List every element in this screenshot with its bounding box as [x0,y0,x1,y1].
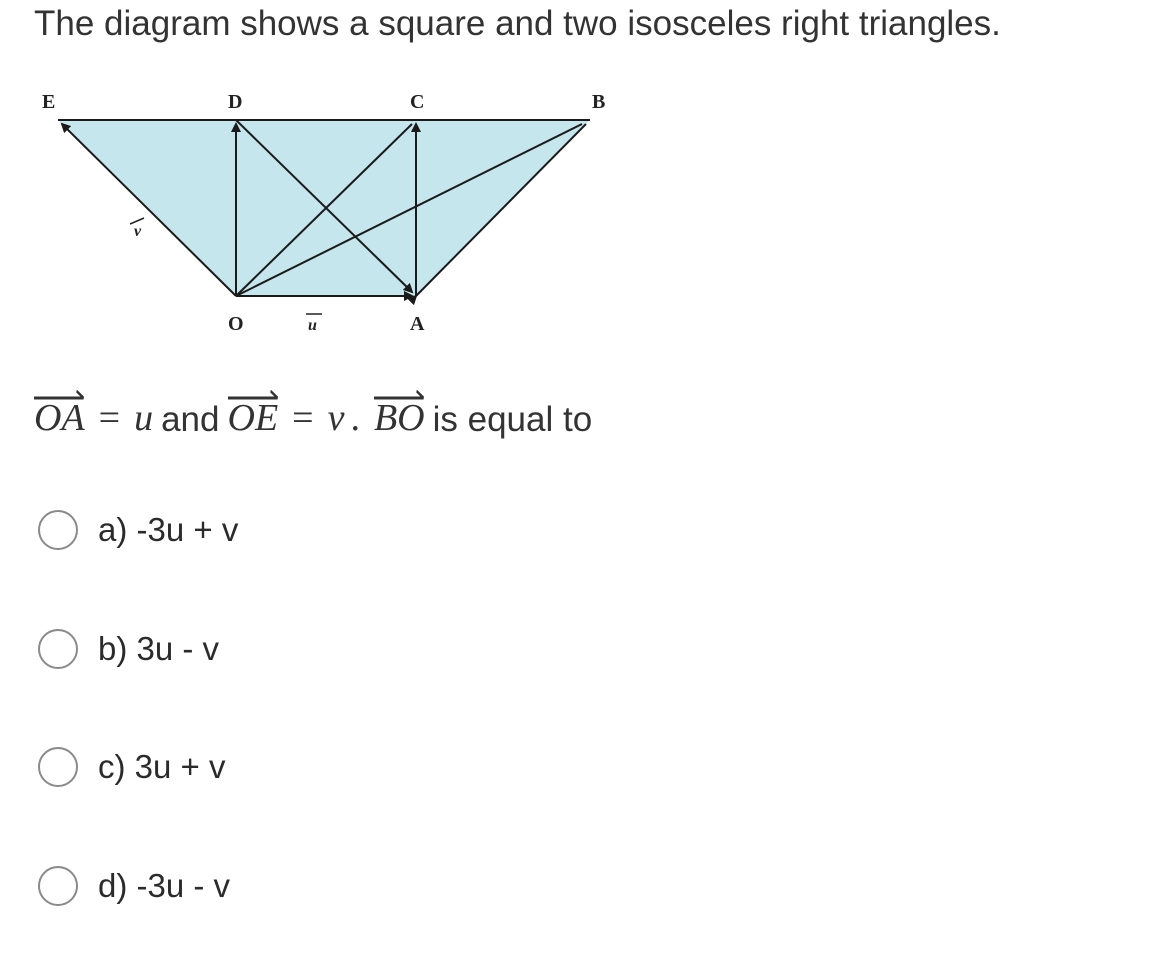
label-D: D [228,91,243,113]
question-title: The diagram shows a square and two isosceles right triangles. [34,4,1001,43]
label-E: E [42,91,56,113]
option-a[interactable] [38,510,238,550]
label-B: B [592,91,606,113]
vector-arrow-icon [374,390,425,402]
geometry-diagram [30,78,630,348]
radio-button-d[interactable] [38,866,78,906]
option-a-label: a) -3u + v [98,511,239,548]
equals-sign: = [292,397,314,439]
vector-label-v: v [134,223,142,240]
period: . [350,397,360,439]
equals-sign: = [98,397,121,439]
word-and: and [161,400,220,439]
label-C: C [410,91,425,113]
vector-OA [34,386,85,440]
option-b[interactable] [38,629,219,669]
option-b-label: b) 3u - v [98,630,220,667]
vector-OE-text: OE [227,397,279,439]
stem-suffix: is equal to [432,400,593,439]
label-A: A [410,313,425,335]
radio-button-a[interactable] [38,510,78,550]
vector-BO [374,386,425,440]
option-d-label: d) -3u - v [98,867,231,904]
value-v: v [327,397,345,439]
vector-arrow-icon [34,390,85,402]
option-c[interactable] [38,747,225,787]
value-u: u [134,397,154,439]
trapezoid-fill [58,120,590,296]
question-stem [34,370,600,440]
vector-BO-text: BO [373,397,425,439]
label-O: O [228,313,244,335]
option-d[interactable] [38,866,230,906]
radio-button-c[interactable] [38,747,78,787]
vector-OE [228,386,279,440]
vector-label-u: u [308,317,317,334]
vector-arrow-icon [228,390,279,402]
diagram-svg [30,78,630,348]
vector-OA-text: OA [34,397,85,439]
option-c-label: c) 3u + v [98,748,226,785]
radio-button-b[interactable] [38,629,78,669]
